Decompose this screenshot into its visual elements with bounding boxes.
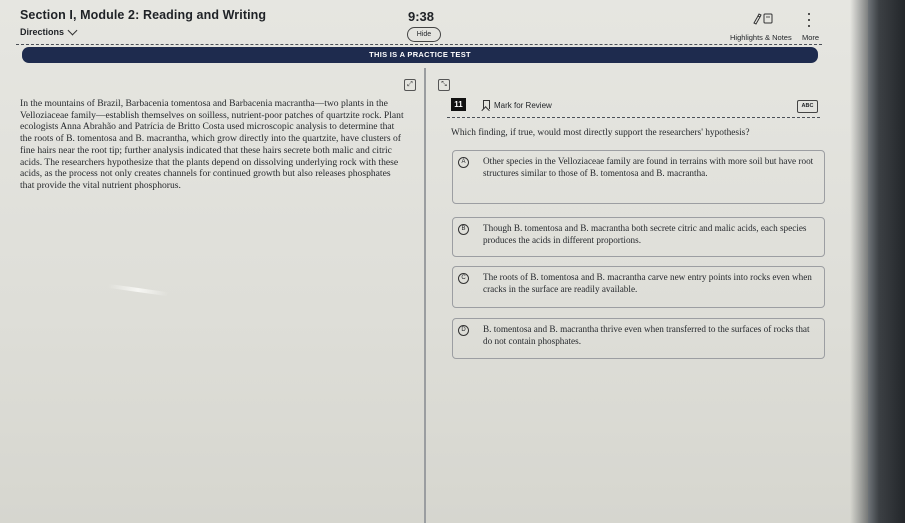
choice-letter: C [458,273,469,284]
section-title: Section I, Module 2: Reading and Writing [20,8,267,22]
bookmark-icon[interactable] [483,100,490,109]
choice-b[interactable] [452,217,825,257]
chevron-down-icon [68,26,78,36]
highlighter-icon[interactable] [752,12,774,25]
practice-test-banner: THIS IS A PRACTICE TEST [22,47,818,63]
abc-strikethrough-icon[interactable]: ABC [797,100,818,113]
directions-label: Directions [20,27,65,37]
question-stem: Which finding, if true, would most directly support the researchers' hypothesis? [451,128,750,138]
choice-a[interactable] [452,150,825,204]
highlights-notes-label[interactable]: Highlights & Notes [730,33,792,42]
choice-letter: D [458,325,469,336]
screen-glare [108,284,168,296]
choice-text: B. tomentosa and B. macrantha thrive even when transferred to the surfaces of rocks that do not contain phosphates. [483,324,810,346]
hide-timer-button[interactable]: Hide [407,27,441,42]
choice-letter: A [458,157,469,168]
choice-d[interactable] [452,318,825,359]
question-divider [447,117,820,118]
header-divider [16,44,822,45]
mark-for-review[interactable]: Mark for Review [494,101,552,110]
more-vertical-icon[interactable] [805,13,813,27]
expand-icon[interactable]: ⤢ [404,79,416,91]
question-number: 11 [451,98,466,111]
choice-c[interactable] [452,266,825,308]
reading-passage [20,98,404,192]
directions-toggle[interactable] [20,27,76,37]
choice-letter: B [458,224,469,235]
device-bezel [868,0,905,523]
screen-edge-shadow [850,0,868,523]
timer: 9:38 [408,9,435,24]
passage-text: In the mountains of Brazil, Barbacenia tomentosa and Barbacenia macrantha—two plants in the Velloziaceae family—establish themselves on soilless, nutrient-poor patches of quartzite rock. Plant ecologists Anna Abrahão and Patrícia de Britto Costa used microscopic analysis to determine that the roots of B. tomentosa and B. macrantha, which grow directly into the quartzite, have clusters of fine hairs near the root tip; further analysis indicated that these hairs secrete both malic and citric acids. The researchers hypothesize that the plants depend on dissolving underlying rock with these acids, as the process not only creates channels for continued growth but also releases phosphates that provide the vital nutrient phosphorus. [20,98,404,191]
pane-divider[interactable] [424,68,426,523]
choice-text: The roots of B. tomentosa and B. macrantha carve new entry points into rocks even when cracks in the surface are readily available. [483,272,812,294]
notes-icon [764,14,772,23]
choice-text: Other species in the Velloziaceae family are found in terrains with more soil but have root structures similar to those of B. tomentosa and B. macrantha. [483,156,814,178]
collapse-icon[interactable]: ⤡ [438,79,450,91]
choice-text: Though B. tomentosa and B. macrantha both secrete citric and malic acids, each species produces the acids in different proportions. [483,223,807,245]
more-label[interactable]: More [802,33,820,42]
